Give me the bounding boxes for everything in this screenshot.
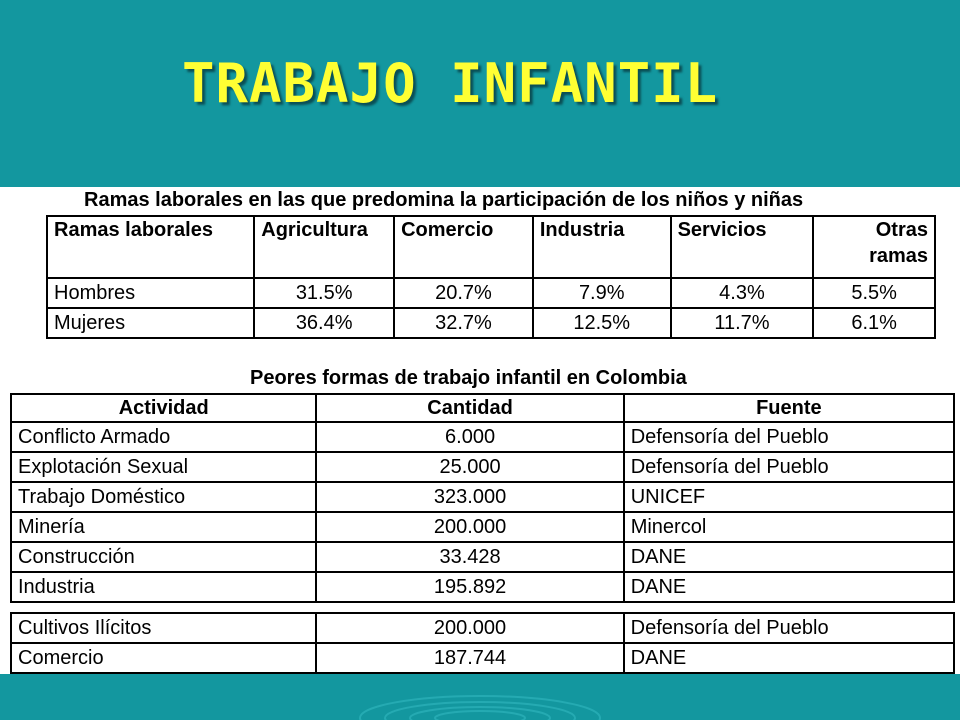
- table-cell: 6.000: [316, 422, 623, 452]
- table-cell: 31.5%: [254, 278, 394, 308]
- table-cell: Defensoría del Pueblo: [624, 422, 954, 452]
- table-cell: Defensoría del Pueblo: [624, 613, 954, 643]
- table-row: [47, 278, 935, 308]
- table-cell: 5.5%: [813, 278, 935, 308]
- table-cell: 200.000: [316, 512, 623, 542]
- table-header-row: [11, 394, 954, 422]
- table-cell: 200.000: [316, 613, 623, 643]
- table2-caption: Peores formas de trabajo infantil en Colombia: [250, 367, 687, 389]
- table-cell: 25.000: [316, 452, 623, 482]
- header-cell: Ramas laborales: [47, 216, 254, 278]
- table-row: [47, 308, 935, 338]
- table-row: [11, 572, 954, 602]
- table-row: [11, 422, 954, 452]
- header-cell: Cantidad: [316, 394, 623, 422]
- table-header-row: [47, 216, 935, 278]
- table-cell: Construcción: [11, 542, 316, 572]
- table-cell: 187.744: [316, 643, 623, 673]
- peores-formas-table: [10, 393, 955, 603]
- table-row: [11, 482, 954, 512]
- ramas-laborales-table: [46, 215, 936, 339]
- slide-title: TRABAJO INFANTIL: [182, 52, 719, 115]
- table-cell: 323.000: [316, 482, 623, 512]
- table-cell: 12.5%: [533, 308, 671, 338]
- row-label: Mujeres: [47, 308, 254, 338]
- table-cell: 32.7%: [394, 308, 533, 338]
- table-cell: 6.1%: [813, 308, 935, 338]
- table-cell: DANE: [624, 542, 954, 572]
- header-cell: Industria: [533, 216, 671, 278]
- table-cell: 33.428: [316, 542, 623, 572]
- table-row: [11, 613, 954, 643]
- table-cell: UNICEF: [624, 482, 954, 512]
- table-cell: DANE: [624, 572, 954, 602]
- table-cell: DANE: [624, 643, 954, 673]
- header-cell: Servicios: [671, 216, 814, 278]
- header-cell: Actividad: [11, 394, 316, 422]
- table-cell: Defensoría del Pueblo: [624, 452, 954, 482]
- peores-formas-extra-table: [10, 612, 955, 674]
- table-cell: Cultivos Ilícitos: [11, 613, 316, 643]
- header-cell: Comercio: [394, 216, 533, 278]
- header-cell: Otras ramas: [813, 216, 935, 278]
- table-cell: Comercio: [11, 643, 316, 673]
- footer-band: [0, 674, 960, 720]
- table-cell: 195.892: [316, 572, 623, 602]
- swirl-decoration: [0, 674, 960, 720]
- table-row: [11, 512, 954, 542]
- table-cell: 4.3%: [671, 278, 814, 308]
- table-cell: Minercol: [624, 512, 954, 542]
- table-row: [11, 643, 954, 673]
- table-cell: Explotación Sexual: [11, 452, 316, 482]
- table-cell: 20.7%: [394, 278, 533, 308]
- table-cell: Minería: [11, 512, 316, 542]
- table-row: [11, 542, 954, 572]
- row-label: Hombres: [47, 278, 254, 308]
- table-cell: Conflicto Armado: [11, 422, 316, 452]
- table-cell: 7.9%: [533, 278, 671, 308]
- table-cell: Industria: [11, 572, 316, 602]
- table-cell: Trabajo Doméstico: [11, 482, 316, 512]
- table-row: [11, 452, 954, 482]
- header-cell: Agricultura: [254, 216, 394, 278]
- table-cell: 11.7%: [671, 308, 814, 338]
- table1-caption: Ramas laborales en las que predomina la participación de los niños y niñas: [84, 189, 804, 211]
- header-cell: Fuente: [624, 394, 954, 422]
- table-cell: 36.4%: [254, 308, 394, 338]
